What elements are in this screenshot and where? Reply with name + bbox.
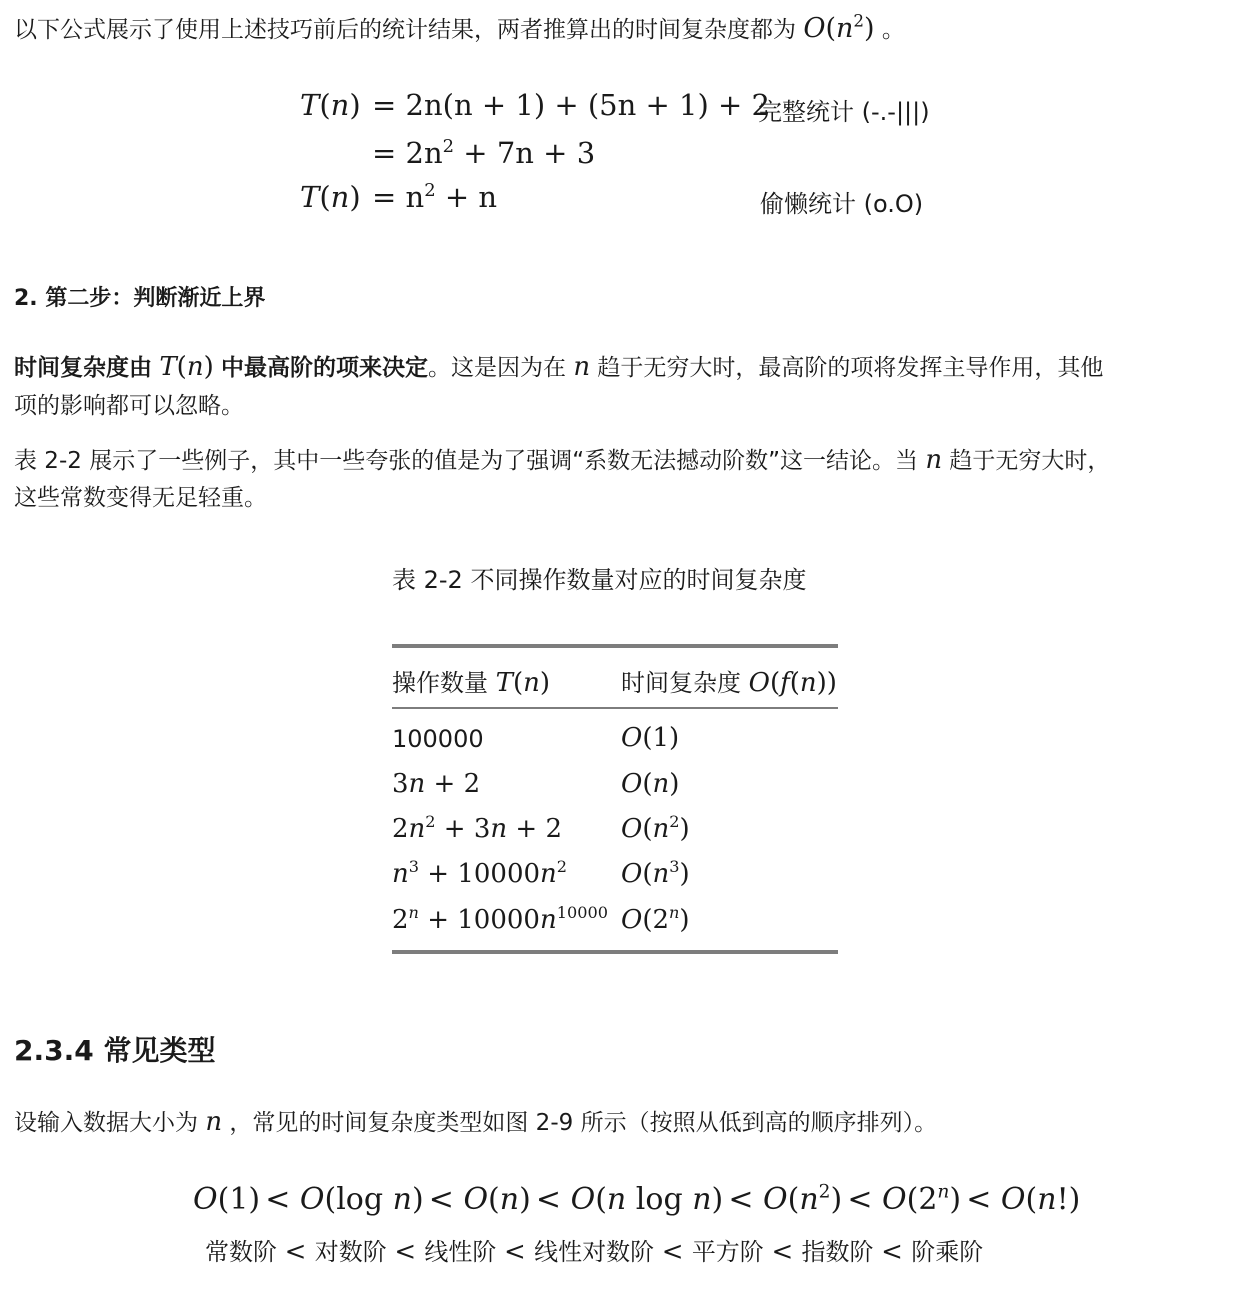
- order-name-6: 指数阶: [801, 1238, 874, 1266]
- intro-complexity: $O(n^2)$: [803, 10, 875, 44]
- eq1-lhs: T(n): [300, 88, 361, 122]
- table-row-3-count: $2n^2 + 3n + 2$: [392, 812, 563, 844]
- eq3-lhs: T(n): [300, 180, 361, 214]
- order-ologn: O(log n): [299, 1182, 424, 1217]
- step2-para2-line2: 这些常数变得无足轻重。: [14, 485, 267, 511]
- table-row-4-count: $n^3 + 10000n^2$: [392, 857, 568, 889]
- complexity-ordering-names: 常数阶 < 对数阶 < 线性阶 < 线性对数阶 < 平方阶 < 指数阶 < 阶乘阶: [205, 1237, 984, 1267]
- intro-end: 。: [881, 17, 905, 43]
- table-top-rule: [392, 644, 838, 648]
- order-onlogn: O(n log n): [570, 1182, 724, 1217]
- section-paragraph: 设输入数据大小为 n ，常见的时间复杂度类型如图 2-9 所示（按照从低到高的顺序排列）。: [14, 1107, 938, 1137]
- table-header-complexity: 时间复杂度 O(f(n)): [621, 668, 837, 698]
- order-name-4: 线性对数阶: [534, 1238, 655, 1266]
- table-caption: 表 2-2 不同操作数量对应的时间复杂度: [392, 566, 807, 594]
- step2-para2-line1: 表 2-2 展示了一些例子，其中一些夸张的值是为了强调“系数无法撼动阶数”这一结论。当 n 趋于无穷大时，: [14, 445, 1111, 475]
- step2-heading: 2. 第二步：判断渐近上界: [14, 286, 266, 311]
- eq3-rhs: = $n^2 + n$: [372, 179, 498, 214]
- eq1-note: 完整统计 (-.-|||): [758, 98, 930, 126]
- section-heading: 2.3.4 常见类型: [14, 1034, 216, 1067]
- order-name-2: 对数阶: [314, 1238, 387, 1266]
- table-header-count: 操作数量 T(n): [392, 668, 551, 698]
- table-row-2-count: 3n + 2: [392, 769, 481, 799]
- complexity-ordering: O(1) < O(log n) < O(n) < O(n $\log n) < O(n^2) < O(2^n) < O(n!)$: [193, 1181, 1081, 1217]
- order-name-1: 常数阶: [205, 1238, 277, 1266]
- order-name-5: 平方阶: [691, 1238, 764, 1266]
- table-row-3-complexity: $O(n^2)$: [621, 812, 690, 844]
- table-row-5-complexity: O(2$^n$): [621, 903, 690, 935]
- order-name-3: 线性阶: [424, 1238, 497, 1266]
- intro-text: 以下公式展示了使用上述技巧前后的统计结果，两者推算出的时间复杂度都为: [14, 17, 796, 43]
- eq3-note: 偷懒统计 (o.O): [760, 190, 924, 218]
- table-row-1-complexity: O(1): [621, 723, 680, 753]
- order-name-7: 阶乘阶: [911, 1238, 984, 1266]
- order-o1: O(1): [193, 1182, 261, 1217]
- intro-paragraph: [14, 10, 905, 49]
- order-o2n: O(2$^n$): [882, 1181, 962, 1217]
- table-row-1-count: 100000: [392, 725, 484, 753]
- table-mid-rule: [392, 707, 838, 709]
- order-on2: $O(n^2)$: [763, 1181, 843, 1217]
- table-row-2-complexity: O(n): [621, 769, 680, 799]
- order-onfact: O(n!): [1000, 1182, 1081, 1217]
- table-row-5-count: $2^n + 10000n^{10000}$: [392, 903, 608, 935]
- eq1-rhs: = 2n(n + 1) + (5n + 1) + 2: [372, 88, 770, 122]
- order-on: O(n): [463, 1182, 531, 1217]
- step2-para1-line1: 时间复杂度由 T(n) 中最高阶的项来决定。这是因为在 n 趋于无穷大时，最高阶的项将发挥主导作用，其他: [14, 352, 1104, 382]
- table-bottom-rule: [392, 950, 838, 954]
- eq2-rhs: = $2n^2 + 7n + 3$: [372, 135, 596, 170]
- step2-para1-line2: 项的影响都可以忽略。: [14, 393, 244, 419]
- table-row-4-complexity: $O(n^3)$: [621, 857, 690, 889]
